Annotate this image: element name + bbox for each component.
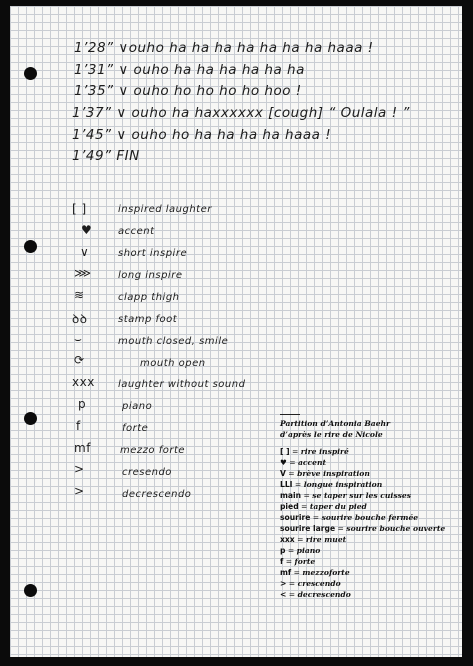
typed-entry: > = crescendo — [280, 579, 341, 588]
legend-description: short inspire — [118, 248, 188, 259]
typed-entry: mf = mezzoforte — [280, 568, 350, 577]
legend-description: piano — [122, 401, 153, 412]
timing-line: 1’31” ∨ ouho ha ha ha ha ha ha — [74, 62, 305, 78]
legend-symbol: f — [76, 419, 81, 433]
legend-description: clapp thigh — [118, 292, 180, 303]
typed-entry: [ ] = rire inspiré — [280, 447, 349, 456]
typed-entry: sourire = sourire bouche fermée — [280, 513, 419, 522]
notebook-page — [10, 6, 462, 657]
binder-hole — [24, 412, 37, 425]
legend-description: decrescendo — [122, 489, 192, 500]
typed-entry: main = se taper sur les cuisses — [280, 491, 411, 500]
typed-entry: sourire large = sourire bouche ouverte — [280, 524, 446, 533]
legend-symbol: > — [74, 462, 85, 476]
timing-line: 1’45” ∨ ouho ho ha ha ha ha haaa ! — [72, 127, 332, 143]
timing-line: 1’49” FIN — [72, 148, 140, 164]
legend-description: inspired laughter — [118, 204, 212, 215]
legend-description: mouth closed, smile — [118, 336, 229, 347]
legend-description: long inspire — [118, 270, 183, 281]
binder-hole — [24, 240, 37, 253]
legend-symbol: ⋙ — [74, 266, 92, 280]
divider — [280, 414, 300, 415]
timing-line: 1’28” ∨ouho ha ha ha ha ha ha ha haaa ! — [74, 40, 374, 56]
legend-symbol: mf — [74, 441, 91, 455]
timing-line: 1’35” ∨ ouho ho ho ho ho hoo ! — [74, 83, 302, 99]
typed-entry: p = piano — [280, 546, 321, 555]
legend-symbol: ∨ — [80, 245, 90, 259]
typed-entry: LLI = longue inspiration — [280, 480, 383, 489]
typed-entry: V = brève inspiration — [280, 469, 370, 478]
legend-symbol: ⟳ — [74, 353, 85, 367]
typed-legend — [280, 414, 460, 600]
timing-line: 1’37” ∨ ouho ha haxxxxxx [cough] “ Oulala ! ” — [72, 105, 410, 121]
typed-subtitle: d’après le rire de Nicole — [280, 430, 383, 439]
legend-symbol: p — [78, 397, 87, 411]
legend-description: laughter without sound — [118, 379, 246, 390]
legend-description: stamp foot — [118, 314, 178, 325]
typed-entry: xxx = rire muet — [280, 535, 347, 544]
legend-description: mouth open — [140, 358, 206, 369]
binder-hole — [24, 67, 37, 80]
legend-symbol: ≋ — [74, 288, 85, 302]
legend-description: accent — [118, 226, 155, 237]
legend-description: mezzo forte — [120, 445, 186, 456]
typed-entry: ♥ = accent — [280, 458, 327, 467]
legend-symbol: ♥ — [81, 223, 93, 237]
legend-symbol: ꝺꝺ — [72, 312, 88, 326]
legend-symbol: ⌣ — [74, 332, 83, 346]
typed-entry: < = decrescendo — [280, 590, 351, 599]
legend-symbol: > — [74, 484, 85, 498]
legend-symbol: [ ] — [72, 202, 87, 216]
legend-description: forte — [122, 423, 149, 434]
typed-entry: pied = taper du pied — [280, 502, 367, 511]
binder-hole — [24, 584, 37, 597]
typed-entry: f = forte — [280, 557, 316, 566]
typed-title: Partition d’Antonia Baehr — [280, 419, 391, 428]
legend-description: cresendo — [122, 467, 172, 478]
legend-symbol: xxx — [72, 375, 95, 389]
